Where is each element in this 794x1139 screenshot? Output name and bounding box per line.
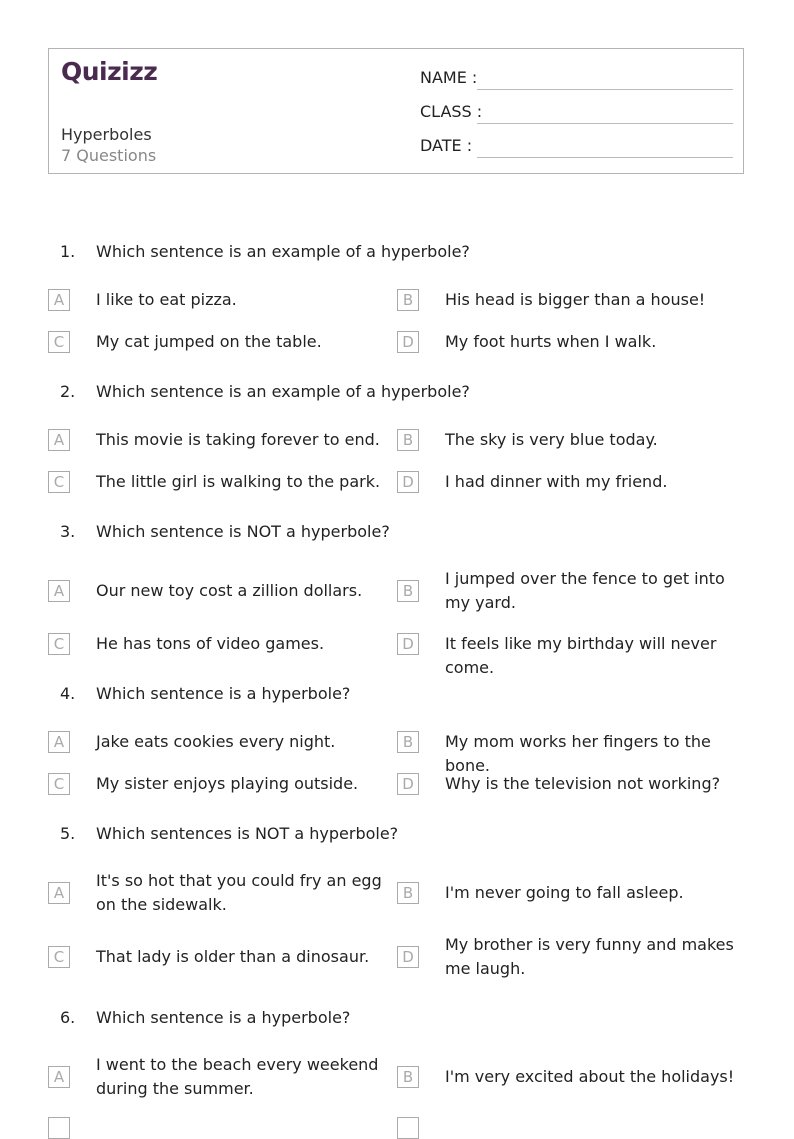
option-d-box[interactable]: D <box>397 471 419 493</box>
option-b-text: I'm never going to fall asleep. <box>445 883 684 902</box>
question-text: Which sentences is NOT a hyperbole? <box>96 824 399 843</box>
option-d-text: Why is the television not working? <box>445 774 721 793</box>
class-field[interactable] <box>477 123 733 124</box>
option-d-box[interactable]: D <box>397 773 419 795</box>
question-number: 3. <box>60 522 76 541</box>
option-b-box[interactable]: B <box>397 289 419 311</box>
option-a-box[interactable]: A <box>48 1066 70 1088</box>
option-c-box[interactable]: C <box>48 773 70 795</box>
option-c-text: My sister enjoys playing outside. <box>96 774 359 793</box>
option-d-box[interactable]: D <box>397 633 419 655</box>
worksheet-header <box>48 48 744 174</box>
option-b-text: His head is bigger than a house! <box>445 290 706 309</box>
question-count: 7 Questions <box>61 146 157 165</box>
question-number: 4. <box>60 684 76 703</box>
option-b-text: I jumped over the fence to get into my yard. <box>445 569 725 612</box>
option-b-text: I'm very excited about the holidays! <box>445 1067 735 1086</box>
option-c-text: He has tons of video games. <box>96 634 325 653</box>
name-label: NAME : <box>420 68 478 87</box>
worksheet-title: Hyperboles <box>61 125 152 144</box>
option-a-text: This movie is taking forever to end. <box>96 430 380 449</box>
option-c-text: The little girl is walking to the park. <box>96 472 381 491</box>
option-a-text: Our new toy cost a zillion dollars. <box>96 581 363 600</box>
class-label: CLASS : <box>420 102 483 121</box>
option-a-box[interactable]: A <box>48 289 70 311</box>
option-b-box[interactable]: B <box>397 429 419 451</box>
question-number: 5. <box>60 824 76 843</box>
option-b-box[interactable]: B <box>397 580 419 602</box>
question-number: 1. <box>60 242 76 261</box>
question-text: Which sentence is a hyperbole? <box>96 684 351 703</box>
option-c-text: That lady is older than a dinosaur. <box>96 947 370 966</box>
date-field[interactable] <box>477 157 733 158</box>
option-b-text: The sky is very blue today. <box>445 430 658 449</box>
option-c-box[interactable]: C <box>48 331 70 353</box>
option-d-text: My brother is very funny and makes me laugh. <box>445 935 734 978</box>
option-c-box[interactable]: C <box>48 471 70 493</box>
option-d-box[interactable]: D <box>397 331 419 353</box>
name-field[interactable] <box>477 89 733 90</box>
option-b-box[interactable]: B <box>397 731 419 753</box>
option-b-box[interactable]: B <box>397 882 419 904</box>
option-b-text: My mom works her fingers to the bone. <box>445 732 711 775</box>
option-d-text: My foot hurts when I walk. <box>445 332 657 351</box>
option-a-box[interactable]: A <box>48 731 70 753</box>
question-text: Which sentence is an example of a hyperbole? <box>96 242 470 261</box>
option-d-box[interactable] <box>397 1117 419 1139</box>
quizizz-logo: Quizizz <box>61 57 158 86</box>
question-number: 6. <box>60 1008 76 1027</box>
question-number: 2. <box>60 382 76 401</box>
option-c-box[interactable]: C <box>48 633 70 655</box>
date-label: DATE : <box>420 136 473 155</box>
option-a-text: It's so hot that you could fry an egg on the sidewalk. <box>96 871 382 914</box>
option-a-box[interactable]: A <box>48 882 70 904</box>
option-d-text: I had dinner with my friend. <box>445 472 668 491</box>
option-c-box[interactable]: C <box>48 946 70 968</box>
option-a-text: I went to the beach every weekend during the summer. <box>96 1055 379 1098</box>
question-text: Which sentence is NOT a hyperbole? <box>96 522 390 541</box>
option-d-text: It feels like my birthday will never come. <box>445 634 717 677</box>
option-c-box[interactable] <box>48 1117 70 1139</box>
option-a-text: Jake eats cookies every night. <box>96 732 336 751</box>
option-c-text: My cat jumped on the table. <box>96 332 322 351</box>
question-text: Which sentence is a hyperbole? <box>96 1008 351 1027</box>
option-a-box[interactable]: A <box>48 580 70 602</box>
option-a-box[interactable]: A <box>48 429 70 451</box>
option-a-text: I like to eat pizza. <box>96 290 237 309</box>
option-b-box[interactable]: B <box>397 1066 419 1088</box>
question-text: Which sentence is an example of a hyperbole? <box>96 382 470 401</box>
option-d-box[interactable]: D <box>397 946 419 968</box>
